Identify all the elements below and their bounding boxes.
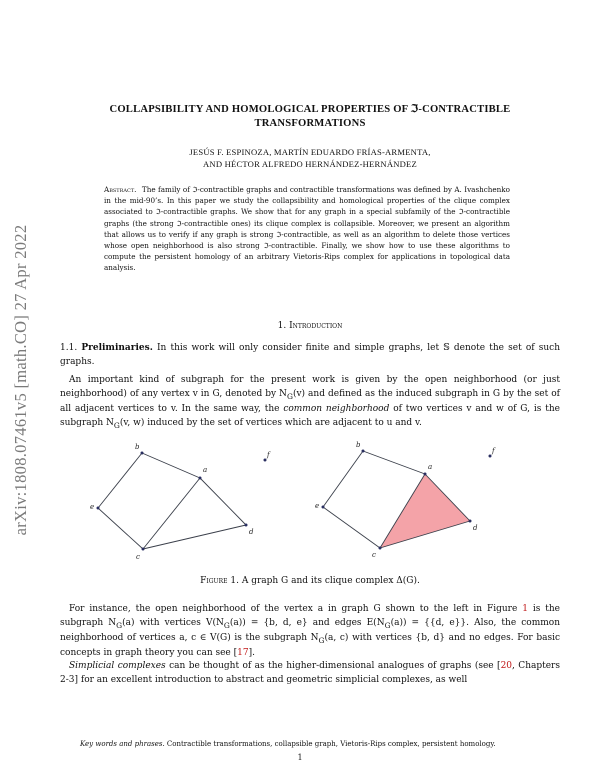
footnote-text: Contractible transformations, collapsible graph, Vietoris-Rips complex, persistent homology.	[166, 740, 496, 748]
vertex	[142, 548, 145, 551]
text-run: of two vertices v and w of G, is the subgraph N	[60, 403, 560, 428]
vertex-label: b	[356, 441, 361, 449]
edge	[363, 451, 425, 474]
edge	[142, 453, 200, 478]
subscript: G	[286, 391, 293, 401]
abstract	[104, 184, 510, 274]
text-run: (v) and defined as the induced subgraph in G by the set of all adjacent vertices to v. In the same way, the	[60, 388, 561, 414]
abstract-label: Abstract.	[104, 185, 137, 194]
vertex	[245, 524, 248, 527]
caption-label: Figure 1.	[200, 576, 239, 586]
paper-title	[80, 103, 540, 131]
edge	[143, 525, 246, 549]
subscript: G	[223, 620, 230, 630]
paragraph-neighborhood	[60, 374, 560, 432]
emphasis: common neighborhood	[283, 403, 390, 414]
figure-caption	[60, 576, 560, 586]
emphasis: Simplicial complexes	[69, 661, 166, 671]
figure-graphs	[60, 440, 560, 570]
paragraph-text: In this work will only consider finite and simple graphs, let 𝕊 denote the set of such graphs.	[60, 343, 560, 367]
vertex-label: f	[267, 451, 270, 459]
vertex	[379, 547, 382, 550]
vertex	[362, 450, 365, 453]
citation-link[interactable]: 20	[500, 661, 513, 671]
subscript: G	[116, 620, 123, 630]
text-run: , Chapters 2-3] for an excellent introduction to abstract and geometric simplicial complexes, as well	[60, 661, 560, 685]
vertex-label: a	[428, 463, 433, 471]
section-title: Introduction	[289, 321, 343, 331]
vertex-label: e	[315, 502, 320, 510]
text-run: (a) with vertices V(N	[122, 617, 224, 628]
authors-line-2: AND HÉCTOR ALFREDO HERNÁNDEZ-HERNÁNDEZ	[203, 158, 417, 169]
clique-complex	[315, 441, 496, 559]
edge	[200, 478, 246, 525]
subsection-number: 1.1.	[60, 343, 78, 353]
text-run: An important kind of subgraph for the present work is given by the open neighborhood (or just neighborhood) of any vertex v in G, denoted by N	[60, 375, 560, 399]
text-run: (v, w) induced by the set of vertices which are adjacent to u and v.	[119, 417, 422, 428]
vertex	[97, 507, 100, 510]
section-heading	[60, 321, 560, 331]
footnote	[80, 740, 540, 748]
text-run: (a)) = {b, d, e} and edges E(N	[229, 617, 385, 628]
subscript: G	[318, 635, 325, 645]
authors-line-1: JESÚS F. ESPINOZA, MARTÍN EDUARDO FRÍAS-ARMENTA,	[189, 147, 431, 157]
vertex-label: a	[203, 466, 208, 474]
title-line-2: TRANSFORMATIONS	[254, 118, 366, 129]
text-run: ].	[248, 648, 255, 659]
vertex-label: e	[90, 503, 95, 511]
shaded-triangle	[380, 474, 470, 548]
arxiv-sidebar-stamp	[6, 190, 36, 570]
vertex-label: d	[249, 528, 254, 536]
vertex	[141, 452, 144, 455]
citation-link[interactable]: 17	[237, 648, 249, 659]
text-run: For instance, the open neighborhood of the vertex a in graph G shown to the left in Figure	[69, 604, 523, 614]
vertex	[424, 473, 427, 476]
vertex-label: f	[492, 447, 495, 455]
text-run: is the subgraph N	[60, 604, 560, 628]
vertex	[322, 506, 325, 509]
abstract-text: The family of ℑ-contractible graphs and contractible transformations was defined by A. Ivashchenko in the mid-90’s. In this paper we study the collapsibility and homological properties of the clique complex associated to ℑ-contractible graphs. We show that for any graph in a special subfamily of the ℑ-contractible graphs (the strong ℑ-contractible ones) its clique complex is collapsible. Moreover, we present an algorithm that allows us to verify if any graph is strong ℑ-contractible, as well as an algorithm to delete those vertices whose open neighborhood is also strong ℑ-contractible. Finally, we show how to use these algorithms to compute the persistent homology of an arbitrary Vietoris-Rips complex for applications in topological data analysis.	[104, 185, 510, 273]
page-number: 1	[297, 753, 303, 762]
caption-text: A graph G and its clique complex Δ(G).	[241, 576, 420, 586]
vertex	[469, 520, 472, 523]
subscript: G	[384, 620, 391, 630]
footnote-label: Key words and phrases.	[80, 740, 165, 748]
paragraph-example	[60, 603, 560, 661]
arxiv-id: arXiv:1808.07461v5 [math.CO] 27 Apr 2022	[11, 224, 30, 536]
text-run: (a)) = {{d, e}}. Also, the common neighborhood of vertices a, c ∈ V(G) is the subgraph N	[60, 617, 560, 643]
vertex-label: d	[473, 524, 478, 532]
edge	[98, 453, 142, 508]
graph-g	[90, 443, 271, 561]
vertex-label: c	[372, 551, 376, 559]
title-line-1: COLLAPSIBILITY AND HOMOLOGICAL PROPERTIES OF ℑ-CONTRACTIBLE	[109, 104, 511, 115]
authors	[80, 147, 540, 170]
text-run: (a, c) with vertices {b, d} and no edges. For basic concepts in graph theory you can see [	[60, 632, 561, 659]
subscript: G	[113, 420, 120, 430]
paragraph-simplicial	[60, 660, 560, 687]
edge	[323, 507, 380, 548]
figure-ref-link[interactable]: 1	[522, 604, 528, 614]
vertex	[199, 477, 202, 480]
text-run: can be thought of as the higher-dimensional analogues of graphs (see [	[165, 661, 501, 671]
paragraph-preliminaries	[60, 342, 560, 369]
edge	[98, 508, 143, 549]
vertex-label: c	[136, 553, 140, 561]
vertex-label: b	[135, 443, 140, 451]
edge	[143, 478, 200, 549]
subsection-heading: Preliminaries.	[81, 343, 153, 353]
edge	[323, 451, 363, 507]
section-number: 1.	[277, 321, 287, 331]
